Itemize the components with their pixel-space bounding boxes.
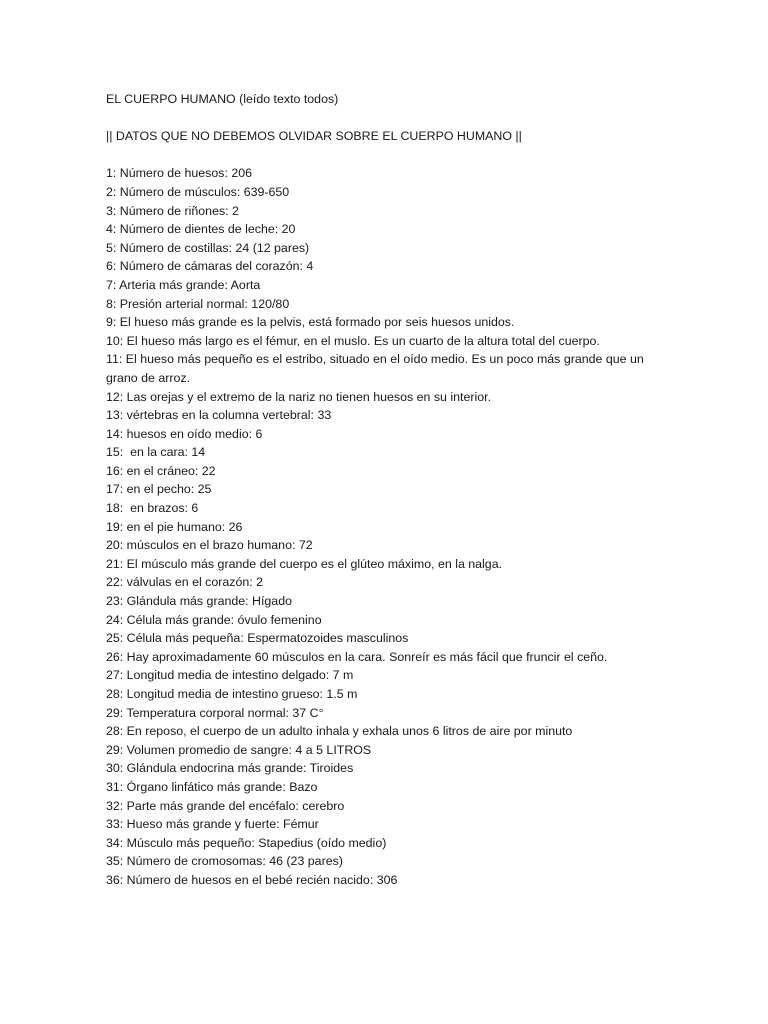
list-item: 12: Las orejas y el extremo de la nariz no tienen huesos en su interior. [106, 389, 492, 404]
list-item: 2: Número de músculos: 639-650 [106, 184, 290, 199]
list-item: 28: Longitud media de intestino grueso: 1.5 m [106, 687, 358, 701]
list-item: 22: válvulas en el corazón: 2 [106, 575, 264, 590]
document-title: EL CUERPO HUMANO (leído texto todos) [106, 92, 339, 106]
list-item: 25: Célula más pequeña: Espermatozoides masculinos [106, 631, 409, 646]
list-item: 1: Número de huesos: 206 [106, 166, 253, 181]
list-item: 10: El hueso más largo es el fémur, en el muslo. Es un cuarto de la altura total del cuerpo. [106, 333, 600, 348]
list-item: 17: en el pecho: 25 [106, 482, 212, 497]
list-item: 24: Célula más grande: óvulo femenino [106, 612, 322, 627]
list-item: 3: Número de riñones: 2 [106, 203, 239, 218]
facts-list [106, 164, 666, 889]
list-item: 14: huesos en oído medio: 6 [106, 426, 263, 441]
list-item: 27: Longitud media de intestino delgado: 7 m [106, 668, 354, 683]
list-item: 35: Número de cromosomas: 46 (23 pares) [106, 854, 343, 869]
list-item: 29: Volumen promedio de sangre: 4 a 5 LITROS [106, 742, 372, 757]
list-item: 16: en el cráneo: 22 [106, 463, 216, 478]
list-item: 6: Número de cámaras del corazón: 4 [106, 259, 314, 274]
list-item: 32: Parte más grande del encéfalo: cerebro [106, 798, 345, 813]
list-item: 19: en el pie humano: 26 [106, 519, 243, 534]
list-item: 18: en brazos: 6 [106, 501, 199, 516]
list-item: 8: Presión arterial normal: 120/80 [106, 296, 290, 311]
list-item: 36: Número de huesos en el bebé recién nacido: 306 [106, 872, 398, 887]
list-item: 29: Temperatura corporal normal: 37 C° [106, 705, 324, 720]
document-subtitle: || DATOS QUE NO DEBEMOS OLVIDAR SOBRE EL CUERPO HUMANO || [106, 129, 522, 144]
list-item: 13: vértebras en la columna vertebral: 33 [106, 408, 332, 423]
list-item: 23: Glándula más grande: Hígado [106, 594, 292, 609]
list-item: 9: El hueso más grande es la pelvis, está formado por seis huesos unidos. [106, 315, 515, 330]
list-item: 30: Glándula endocrina más grande: Tiroides [106, 761, 354, 776]
list-item: 34: Músculo más pequeño: Stapedius (oído medio) [106, 835, 387, 850]
list-item: 11: El hueso más pequeño es el estribo, situado en el oído medio. Es un poco más grande que un grano de arroz. [106, 352, 648, 385]
list-item: 26: Hay aproximadamente 60 músculos en la cara. Sonreír es más fácil que fruncir el ceño. [106, 649, 608, 664]
list-item: 33: Hueso más grande y fuerte: Fémur [106, 817, 319, 832]
list-item: 4: Número de dientes de leche: 20 [106, 222, 296, 237]
list-item: 28: En reposo, el cuerpo de un adulto inhala y exhala unos 6 litros de aire por minuto [106, 724, 573, 739]
list-item: 31: Órgano linfático más grande: Bazo [106, 779, 318, 794]
list-item: 21: El músculo más grande del cuerpo es el glúteo máximo, en la nalga. [106, 556, 503, 571]
list-item: 5: Número de costillas: 24 (12 pares) [106, 240, 310, 255]
list-item: 15: en la cara: 14 [106, 445, 206, 460]
document-page [106, 90, 666, 890]
list-item: 7: Arteria más grande: Aorta [106, 277, 261, 292]
list-item: 20: músculos en el brazo humano: 72 [106, 538, 313, 553]
